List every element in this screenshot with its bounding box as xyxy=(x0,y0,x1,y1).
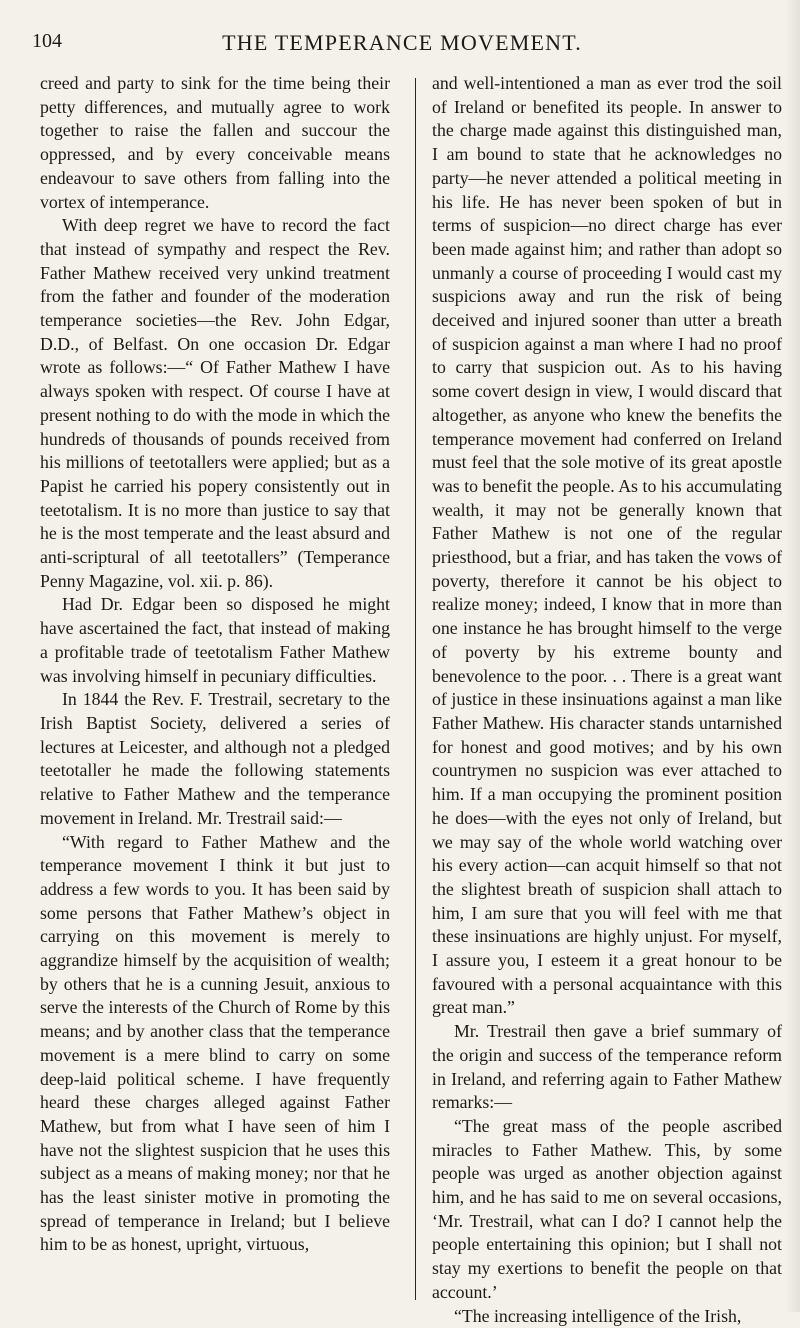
paragraph: “The increasing intelligence of the Irish, xyxy=(454,1305,742,1326)
page-edge-shadow xyxy=(786,0,800,1312)
paragraph: Had Dr. Edgar been so disposed he might have ascertained the fact, that instead of making a profitable trade of teetotalism Father Mathew was involving himself in pecuniary difficulties. xyxy=(40,594,390,686)
paragraph: “With regard to Father Mathew and the temperance movement I think it but just to address a few words to you. It has been said by some persons that Father Mathew’s object in carrying on this movement is merely to aggrandize himself by the acquisition of wealth; by others that he is a cunning Jesuit, anxious to serve the interests of the Church of Rome by this means; and by another class that the temperance movement is a mere blind to carry on some deep-laid political scheme. I have frequently heard these charges alleged against Father Mathew, but from what I have seen of him I have not the slightest suspicion that he uses this subject as a means of making money; nor that he has the least sinister motive in promoting the spread of temperance in Ireland; but I believe him to be as honest, upright, virtuous, xyxy=(40,831,390,1255)
page-header xyxy=(32,30,772,64)
paragraph: and well-intentioned a man as ever trod the soil of Ireland or benefited its people. In answer to the charge made against this distinguished man, I am bound to state that he acknowledges no party—he never attended a political meeting in his life. He has never been spoken of but in terms of suspicion—no direct charge has ever been made against him; and rather than adopt so unmanly a course of proceeding I would cast my suspicions away and run the risk of being deceived and injured sooner than utter a breath of suspicion against a man where I had no proof to carry that suspicion out. As to his having some covert design in view, I would discard that altogether, as anyone who knew the benefits the temperance movement had conferred on Ireland must feel that the sole motive of its great apostle was to benefit the people. As to his accumulating wealth, it may not be generally known that Father Mathew is not one of the regular priesthood, but a friar, and has taken the vows of poverty, therefore it cannot be his object to realize money; indeed, I know that in more than one instance he has brought himself to the verge of poverty by his extreme bounty and benevolence to the poor. . . There is a great want of justice in these insinuations against a man like Father Mathew. His character stands untarnished for honest and good motives; and by his own countrymen no suspicion was ever attached to him. If a man occupying the prominent position he does—with the eyes not only of Ireland, but we may say of the whole world watching over his every action—can acquit himself so that not the slightest breath of suspicion shall attach to him, I am sure that you will feel with me that these insinuations are highly unjust. For myself, I assure you, I esteem it a great honour to be favoured with a personal acquaintance with this great man.” xyxy=(432,73,782,1018)
paragraph: creed and party to sink for the time being their petty differences, and mutually agree to work together to raise the fallen and succour the oppressed, and by every conceivable means endeavour to save others from falling into the vortex of intemperance. xyxy=(40,73,390,212)
page-number: 104 xyxy=(32,30,62,52)
right-column xyxy=(432,72,782,1328)
column-divider xyxy=(415,78,416,1300)
paragraph: “The great mass of the people ascribed miracles to Father Mathew. This, by some people was urged as another objection against him, and he has said to me on several occasions, ‘Mr. Trestrail, what can I do? I cannot help the people entertaining this opinion; but I shall not stay my exertions to benefit the people on that account.’ xyxy=(432,1115,782,1302)
paragraph: Mr. Trestrail then gave a brief summary of the origin and success of the temperance reform in Ireland, and referring again to Father Mathew remarks:— xyxy=(432,1021,782,1113)
paragraph: In 1844 the Rev. F. Trestrail, secretary to the Irish Baptist Society, delivered a series of lectures at Leicester, and although not a pledged teetotaller he made the following statements relative to Father Mathew and the temperance movement in Ireland. Mr. Trestrail said:— xyxy=(40,689,390,828)
paragraph: With deep regret we have to record the fact that instead of sympathy and respect the Rev. Father Mathew received very unkind treatment from the father and founder of the moderation temperance societies—the Rev. John Edgar, D.D., of Belfast. On one occasion Dr. Edgar wrote as follows:—“ Of Father Mathew I have always spoken with respect. Of course I have at present nothing to do with the mode in which the hundreds of thousands of pounds received from his millions of teetotallers were applied; but as a Papist he carried his popery consistently out in teetotalism. It is no more than justice to say that he is the most temperate and the least absurd and anti-scriptural of all teetotallers” (Temperance Penny Magazine, vol. xii. p. 86). xyxy=(40,215,390,591)
left-column xyxy=(40,72,390,1257)
running-title: THE TEMPERANCE MOVEMENT. xyxy=(222,30,582,55)
